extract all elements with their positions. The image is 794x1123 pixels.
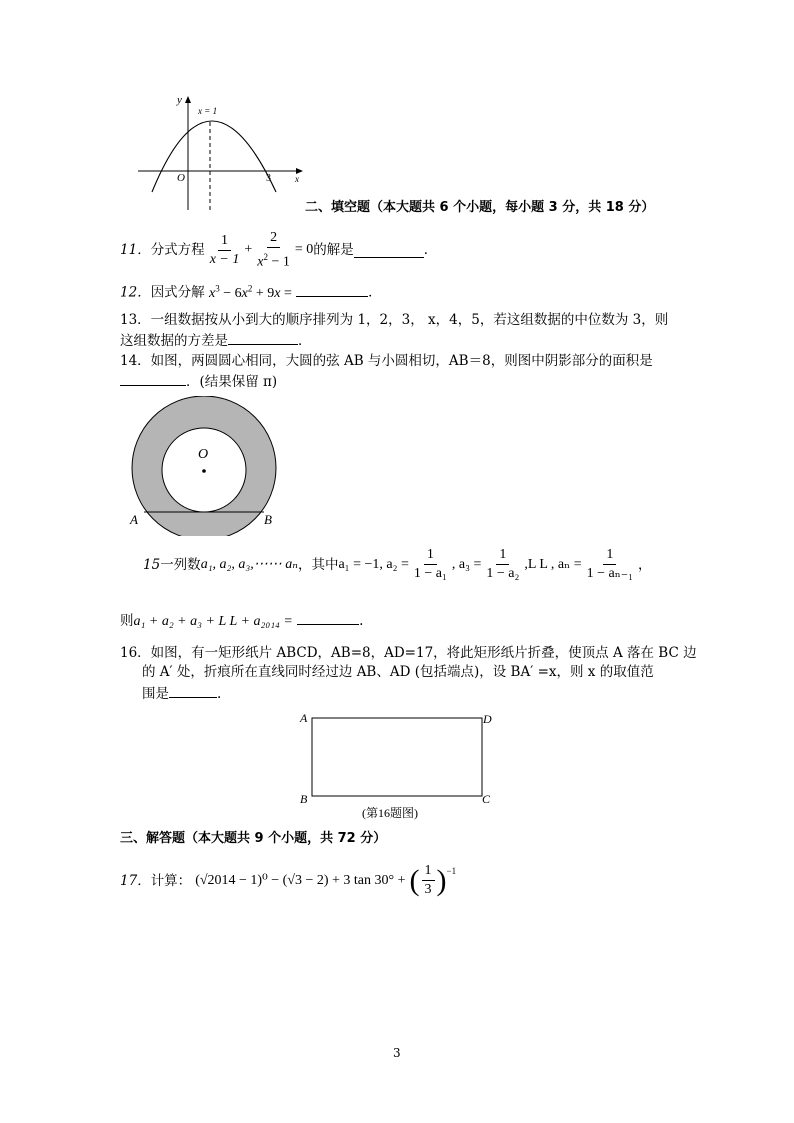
center-label: O xyxy=(198,447,209,462)
q15-an: ,L L , aₙ = xyxy=(524,556,582,572)
q17-exponent: −1 xyxy=(446,866,457,876)
q11-frac2-numerator: 2 xyxy=(267,229,280,248)
vertex-d-label: D xyxy=(483,712,492,726)
q15-frac-a2-num: 1 xyxy=(424,546,437,565)
question-11 xyxy=(120,229,437,272)
q11-number: 11． xyxy=(120,242,151,259)
q15-mid: ，其中 xyxy=(297,556,339,573)
q17-left-paren: ( xyxy=(409,863,420,897)
q13-answer-blank[interactable] xyxy=(228,330,298,345)
q17-right-paren: ) xyxy=(436,863,447,897)
q15-frac-a2-den: 1 − a₁ xyxy=(413,566,447,581)
q17-expression: (√2014 − 1)⁰ − (√3 − 2) + 3 tan 30° + xyxy=(195,872,406,888)
q17-frac-num: 1 xyxy=(422,862,435,881)
concentric-circles-figure xyxy=(126,396,286,536)
q11-frac1-numerator: 1 xyxy=(218,232,231,251)
q11-equals-zero: = 0 xyxy=(294,242,314,258)
rectangle-figure xyxy=(296,706,500,824)
q15-frac-an-num: 1 xyxy=(603,546,616,565)
y-axis-label: y xyxy=(177,94,182,106)
q11-end: ． xyxy=(423,242,438,259)
parabola-curve xyxy=(152,121,276,192)
symmetry-axis-label: x = 1 xyxy=(198,106,218,116)
rectangle-abcd xyxy=(312,718,482,796)
q15-line2-prefix: 则 xyxy=(120,613,134,629)
q15-line-2 xyxy=(120,610,363,631)
question-17 xyxy=(120,862,456,899)
q15-prefix: 一列数 xyxy=(160,556,201,573)
q15-tail: ， xyxy=(638,556,652,573)
vertex-c-label: C xyxy=(482,792,491,806)
q12-end: ． xyxy=(368,284,382,301)
q15-frac-an-den: 1 − aₙ₋₁ xyxy=(586,566,634,581)
q11-plus: + xyxy=(244,242,253,258)
q13-line-2 xyxy=(120,330,312,350)
q12-number: 12． xyxy=(120,284,151,301)
q15-fraction-a2 xyxy=(411,546,450,583)
vertex-a-label: A xyxy=(300,711,308,725)
q16-line3-end: . xyxy=(217,686,222,702)
q14-answer-blank[interactable] xyxy=(120,371,186,386)
q17-frac-den: 3 xyxy=(424,882,432,897)
q14-line2-suffix: ．(结果保留 π) xyxy=(186,374,278,390)
question-12 xyxy=(120,279,382,303)
origin-label: O xyxy=(177,172,185,184)
q15-line-1 xyxy=(143,546,652,583)
q12-answer-blank[interactable] xyxy=(296,282,368,297)
section2-heading: 二、填空题（本大题共 6 个小题，每小题 3 分，共 18 分） xyxy=(305,200,655,215)
q11-answer-blank[interactable] xyxy=(354,243,424,258)
q15-a3: , a₃ = xyxy=(451,556,482,572)
q11-frac1-denominator: x − 1 xyxy=(209,251,240,267)
section3-heading: 三、解答题（本大题共 9 个小题，共 72 分） xyxy=(120,831,387,846)
q15-fraction-an xyxy=(584,546,636,583)
center-point xyxy=(202,469,206,473)
q12-prefix: 因式分解 xyxy=(150,284,205,301)
q16-line-3 xyxy=(142,683,221,703)
y-axis-arrow xyxy=(185,96,191,103)
x-axis-label: x xyxy=(295,174,299,184)
q11-fraction-2 xyxy=(254,229,293,272)
q11-frac2-denominator: $x^2 - 1$ xyxy=(257,252,290,270)
q15-fraction-a3 xyxy=(483,546,522,583)
q15-frac-a3-den: 1 − a₂ xyxy=(486,566,520,581)
vertex-b-label: B xyxy=(300,792,308,806)
q17-number: 17． xyxy=(120,872,151,889)
q13-end: ． xyxy=(298,333,312,349)
q15-sum-expression: a₁ + a₂ + a₃ + L L + a₂₀₁₄ = xyxy=(133,614,293,629)
q15-answer-blank[interactable] xyxy=(297,610,359,625)
point-a-label: A xyxy=(130,512,138,527)
q15-frac-a3-num: 1 xyxy=(496,546,509,565)
q14-line-2 xyxy=(120,371,277,391)
q16-line3-prefix: 围是 xyxy=(142,686,169,702)
q13-line-1: 13．一组数据按从小到大的顺序排列为 1，2，3， x，4，5，若这组数据的中位数为 3，则 xyxy=(120,312,669,328)
q11-suffix: 的解是 xyxy=(313,242,354,259)
point-b-label: B xyxy=(264,512,272,527)
q15-number: 15 xyxy=(143,556,161,573)
q14-line-1: 14．如图，两圆圆心相同，大圆的弦 AB 与小圆相切，AB＝8，则图中阴影部分的面积是 xyxy=(120,353,653,369)
q17-prefix: 计算： xyxy=(150,872,192,889)
q11-fraction-1 xyxy=(207,232,243,269)
q15-sequence: a₁, a₂, a₃,⋯⋯ aₙ xyxy=(200,556,298,572)
q12-expression: $x^3 - 6x^2 + 9x$ = xyxy=(208,283,292,301)
q17-fraction xyxy=(422,862,435,899)
q16-answer-blank[interactable] xyxy=(169,683,217,698)
q15-line2-end: . xyxy=(359,613,364,629)
q16-line-2: 的 A′ 处，折痕所在直线同时经过边 AB、AD (包括端点)，设 BA′ =x，则 x 的取值范 xyxy=(142,664,654,680)
q13-line2-prefix: 这组数据的方差是 xyxy=(120,333,228,349)
q11-prefix: 分式方程 xyxy=(150,242,205,259)
page-number: 3 xyxy=(393,1046,401,1060)
x-intercept-label: 3 xyxy=(266,173,271,184)
q16-line-1: 16．如图，有一矩形纸片 ABCD，AB=8，AD=17，将此矩形纸片折叠，使顶点 A 落在 BC 边 xyxy=(120,645,697,661)
parabola-figure xyxy=(135,92,310,214)
q15-a1-a2: a₁ = −1, a₂ = xyxy=(338,556,409,572)
figure-caption: (第16题图) xyxy=(362,806,418,820)
